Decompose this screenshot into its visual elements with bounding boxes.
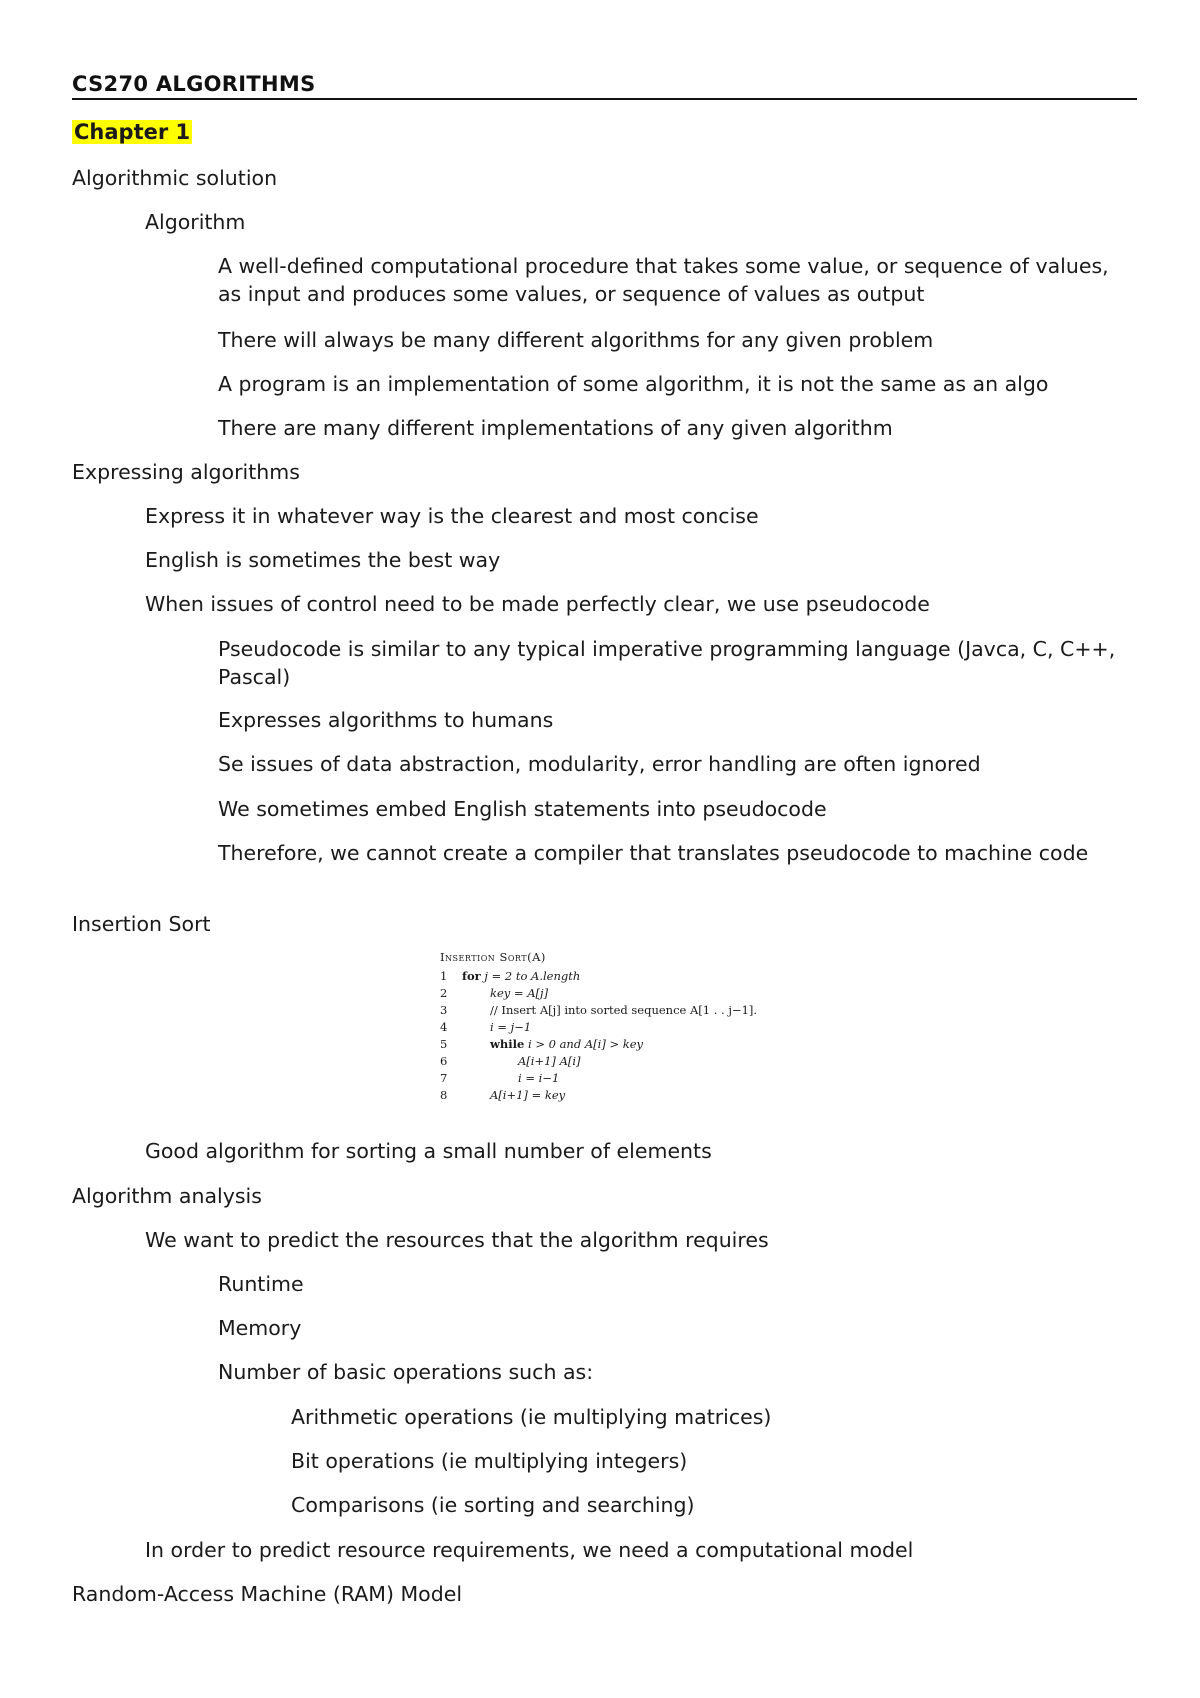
expressing-point-2: English is sometimes the best way — [145, 548, 501, 572]
insertion-sort-note: Good algorithm for sorting a small number of elements — [145, 1139, 712, 1163]
pseudocode-line: 8 A[i+1] = key — [440, 1088, 566, 1102]
chapter-heading-text: Chapter 1 — [74, 120, 191, 144]
pseudocode-title: Insertion Sort(A) — [440, 950, 546, 964]
operation-comparisons: Comparisons (ie sorting and searching) — [291, 1493, 695, 1517]
insertion-sort-pseudocode — [438, 950, 778, 1120]
expressing-point-1: Express it in whatever way is the clearest and most concise — [145, 504, 759, 528]
pseudocode-point-2: Expresses algorithms to humans — [218, 708, 554, 732]
pseudocode-line: 3 // Insert A[j] into sorted sequence A[1 . . j−1]. — [440, 1003, 758, 1017]
pseudocode-line: 7 i = i−1 — [440, 1071, 560, 1085]
pseudocode-point-1: Pseudocode is similar to any typical imperative programming language (Javca, C, C++, Pascal) — [218, 637, 1116, 689]
resource-runtime: Runtime — [218, 1272, 304, 1296]
pseudocode-line: 4 i = j−1 — [440, 1020, 532, 1034]
pseudocode-line: 6 A[i+1] A[i] — [440, 1054, 581, 1068]
algorithm-point-1: There will always be many different algorithms for any given problem — [218, 328, 934, 352]
section-algorithm-analysis: Algorithm analysis — [72, 1184, 262, 1208]
chapter-heading — [72, 120, 192, 144]
algorithm-point-3: There are many different implementations of any given algorithm — [218, 416, 893, 440]
analysis-point-1: We want to predict the resources that the algorithm requires — [145, 1228, 769, 1252]
analysis-point-2: In order to predict resource requirements, we need a computational model — [145, 1538, 914, 1562]
resource-memory: Memory — [218, 1316, 302, 1340]
algorithm-point-2: A program is an implementation of some algorithm, it is not the same as an algo — [218, 372, 1049, 396]
pseudocode-line: 2 key = A[j] — [440, 986, 549, 1000]
section-algorithmic-solution: Algorithmic solution — [72, 166, 278, 190]
pseudocode-line: 5 while i > 0 and A[i] > key — [440, 1037, 644, 1051]
subsection-algorithm: Algorithm — [145, 210, 246, 234]
resource-basic-operations: Number of basic operations such as: — [218, 1360, 594, 1384]
algorithm-definition: A well-defined computational procedure that takes some value, or sequence of values, as input and produces some values, or sequence of values as output — [218, 254, 1109, 306]
pseudocode-point-5: Therefore, we cannot create a compiler that translates pseudocode to machine code — [218, 841, 1089, 865]
expressing-point-3: When issues of control need to be made perfectly clear, we use pseudocode — [145, 592, 930, 616]
document-header-title: CS270 ALGORITHMS — [72, 72, 316, 96]
section-insertion-sort: Insertion Sort — [72, 912, 211, 936]
operation-arithmetic: Arithmetic operations (ie multiplying matrices) — [291, 1405, 772, 1429]
pseudocode-point-3: Se issues of data abstraction, modularity, error handling are often ignored — [218, 752, 981, 776]
section-ram-model: Random-Access Machine (RAM) Model — [72, 1582, 463, 1606]
header-divider — [72, 98, 1137, 100]
section-expressing-algorithms: Expressing algorithms — [72, 460, 300, 484]
pseudocode-line: 1 for j = 2 to A.length — [440, 969, 581, 983]
pseudocode-point-4: We sometimes embed English statements into pseudocode — [218, 797, 827, 821]
operation-bit: Bit operations (ie multiplying integers) — [291, 1449, 688, 1473]
